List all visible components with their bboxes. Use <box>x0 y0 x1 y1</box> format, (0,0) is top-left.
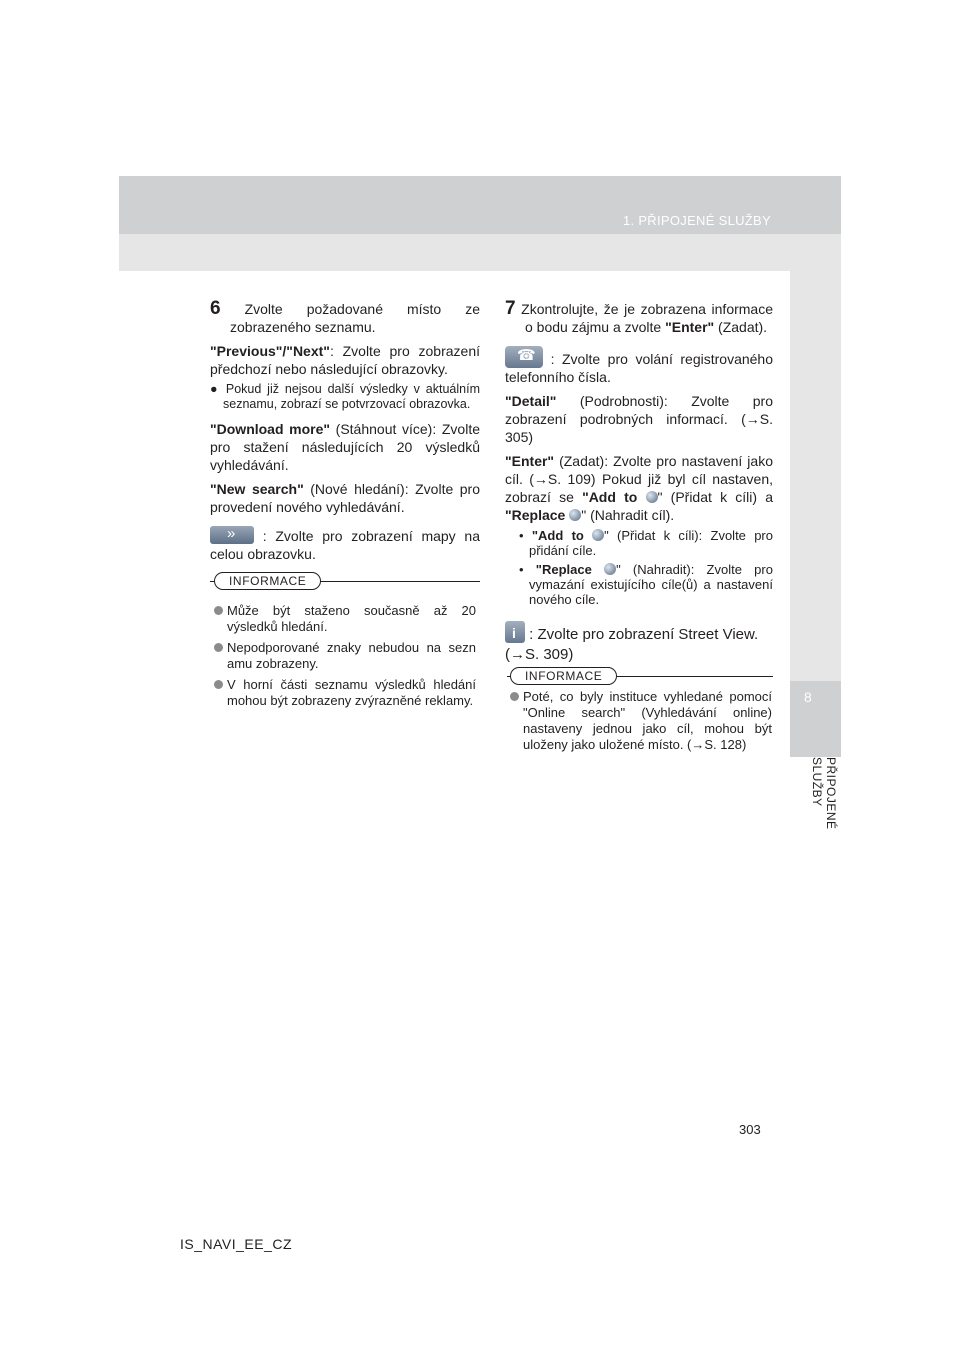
chapter-number-tab <box>790 681 841 757</box>
info-item: Poté, co byly instituce vyhledané pomocí "Online search" (Vyhledávání online) nastaveny jednou jako cíl, mohou být uloženy jako uložené místo. (→S. 128) <box>510 689 772 753</box>
info-heading <box>214 572 321 590</box>
document-id: IS_NAVI_EE_CZ <box>180 1236 293 1252</box>
bullet-icon <box>510 692 519 701</box>
chapter-number: 8 <box>804 689 812 705</box>
fullmap-text: : Zvolte pro zobrazení mapy na celou obrazovku. <box>210 528 480 562</box>
info-list <box>510 689 772 753</box>
bullet-icon <box>214 606 223 615</box>
step-number: 7 <box>505 298 516 319</box>
destination-icon <box>646 491 658 503</box>
newsearch-label: "New search" <box>210 481 304 497</box>
header-strip <box>119 234 841 271</box>
page-number: 303 <box>739 1122 761 1137</box>
download-paragraph <box>210 420 480 474</box>
detail-paragraph: "Detail" (Podrobnosti): Zvolte pro zobrazení podrobných informací. (→S. 305) <box>505 393 773 445</box>
fullmap-button-icon <box>210 526 254 544</box>
bullet-icon <box>214 680 223 689</box>
bullet-icon <box>214 643 223 652</box>
header-band <box>119 176 841 234</box>
prevnext-text: : Zvolte pro zobrazení předchozí nebo následující obrazovky. <box>210 343 480 377</box>
phone-paragraph: ☎ : Zvolte pro volání registrovaného telefonního čísla. <box>505 346 773 386</box>
info-list <box>214 603 476 709</box>
bullet-text: Pokud již nejsou další výsledky v aktuálním seznamu, zobrazí se potvrzovací obrazovka. <box>223 382 480 411</box>
prevnext-label: "Previous"/"Next" <box>210 343 330 359</box>
info-heading <box>510 667 617 685</box>
destination-icon <box>592 529 604 541</box>
chapter-side-label <box>790 757 841 877</box>
step-text: Zvolte požadované místo ze zobrazeného seznamu. <box>230 301 480 335</box>
info-icon <box>505 621 525 643</box>
info-label: INFORMACE <box>510 667 617 685</box>
info-item: Může být staženo současně až 20 výsledků hledání. <box>214 603 476 635</box>
sub-item-addto: • "Add to " (Přidat k cíli): Zvolte pro přidání cíle. <box>519 528 773 558</box>
info-item: V horní části seznamu výsledků hledání mohou být zobrazeny zvýrazněné reklamy. <box>214 677 476 709</box>
phone-icon <box>505 346 543 368</box>
fullmap-paragraph <box>210 526 480 563</box>
newsearch-paragraph <box>210 480 480 516</box>
streetview-paragraph: i : Zvolte pro zobrazení Street View. (→S. 309) <box>505 621 773 665</box>
side-tab <box>790 271 841 681</box>
info-label: INFORMACE <box>214 572 321 590</box>
chapter-label: PŘIPOJENÉ SLUŽBY <box>810 757 838 830</box>
info-item: Nepodporované znaky nebudou na sezn amu zobrazeny. <box>214 640 476 672</box>
step-6 <box>210 300 480 336</box>
newsearch-text: (Nové hledání): Zvolte pro provedení nového vyhledávání. <box>210 481 480 515</box>
prevnext-paragraph <box>210 342 480 378</box>
left-column <box>210 300 480 563</box>
sub-item-replace: • "Replace " (Nahradit): Zvolte pro vymazání existujícího cíle(ů) a nastavení nového cíle. <box>519 562 773 607</box>
bullet-icon: ● <box>210 382 220 396</box>
enter-paragraph: "Enter" (Zadat): Zvolte pro nastavení jako cíl. (→S. 109) Pokud již byl cíl nastaven, zobrazí se "Add to " (Přidat k cíli) a "Replace " (Nahradit cíl). <box>505 453 773 523</box>
download-text: (Stáhnout více): Zvolte pro stažení následujících 20 výsledků vyhledávání. <box>210 421 480 473</box>
destination-icon <box>604 563 616 575</box>
step-7: 7 Zkontrolujte, že je zobrazena informace o bodu zájmu a zvolte "Enter" (Zadat). <box>505 298 774 335</box>
bullet-note <box>210 382 480 412</box>
right-column <box>505 300 773 665</box>
destination-icon <box>569 509 581 521</box>
section-title: 1. PŘIPOJENÉ SLUŽBY <box>622 213 771 228</box>
download-label: "Download more" <box>210 421 331 437</box>
step-number: 6 <box>210 298 221 319</box>
